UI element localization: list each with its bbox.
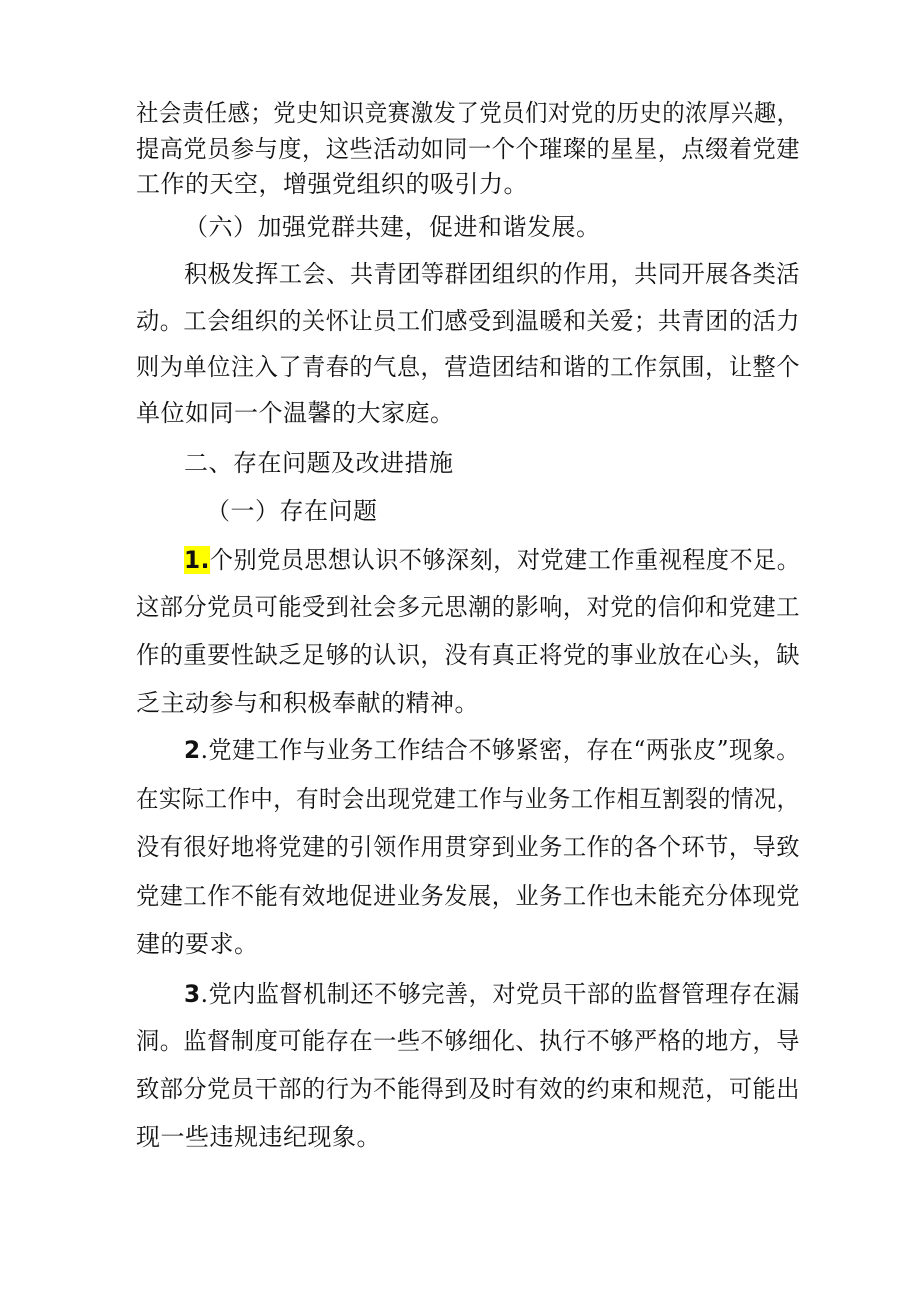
paragraph-line: 工作的天空，增强党组织的吸引力。 [136,170,528,198]
item-number-highlight: 1. [184,546,210,574]
paragraph-line: 这部分党员可能受到社会多元思潮的影响，对党的信仰和党建工 [136,593,800,621]
subsection-heading-1: （一）存在问题 [206,497,378,525]
paragraph-line: 乏主动参与和积极奉献的精神。 [136,689,479,717]
list-item-2 [184,735,800,765]
paragraph-line: 现一些违规违纪现象。 [136,1123,381,1151]
item-number: 3 [184,980,201,1008]
list-item-1 [184,545,800,575]
paragraph-line: 提高党员参与度，这些活动如同一个个璀璨的星星，点缀着党建 [136,135,800,163]
paragraph-line: 则为单位注入了青春的气息，营造团结和谐的工作氛围，让整个 [136,353,800,381]
paragraph-line: 作的重要性缺乏足够的认识，没有真正将党的事业放在心头，缺 [136,641,800,669]
list-item-text: .党建工作与业务工作结合不够紧密，存在“两张皮”现象。 [200,736,800,764]
paragraph-line: 在实际工作中，有时会出现党建工作与业务工作相互割裂的情况， [136,785,800,813]
paragraph-line: 单位如同一个温馨的大家庭。 [136,399,455,427]
section-heading-2: 二、存在问题及改进措施 [184,449,454,477]
paragraph-line: 没有很好地将党建的引领作用贯穿到业务工作的各个环节，导致 [136,833,800,861]
section-heading-6: （六）加强党群共建，促进和谐发展。 [184,213,601,241]
list-item-text: .党内监督机制还不够完善，对党员干部的监督管理存在漏 [200,980,800,1008]
paragraph-line: 致部分党员干部的行为不能得到及时有效的约束和规范，可能出 [136,1075,800,1103]
paragraph-line: 建的要求。 [136,930,259,958]
paragraph-line: 党建工作不能有效地促进业务发展，业务工作也未能充分体现党 [136,882,800,910]
paragraph-line: 积极发挥工会、共青团等群团组织的作用，共同开展各类活 [184,260,800,288]
paragraph-line: 洞。监督制度可能存在一些不够细化、执行不够严格的地方，导 [136,1027,800,1055]
list-item-3 [184,979,800,1009]
paragraph-line: 社会责任感；党史知识竞赛激发了党员们对党的历史的浓厚兴趣， [136,99,800,127]
paragraph-line: 动。工会组织的关怀让员工们感受到温暖和关爱；共青团的活力 [136,307,800,335]
list-item-text: 个别党员思想认识不够深刻，对党建工作重视程度不足。 [209,546,801,574]
item-number: 2 [184,736,201,764]
